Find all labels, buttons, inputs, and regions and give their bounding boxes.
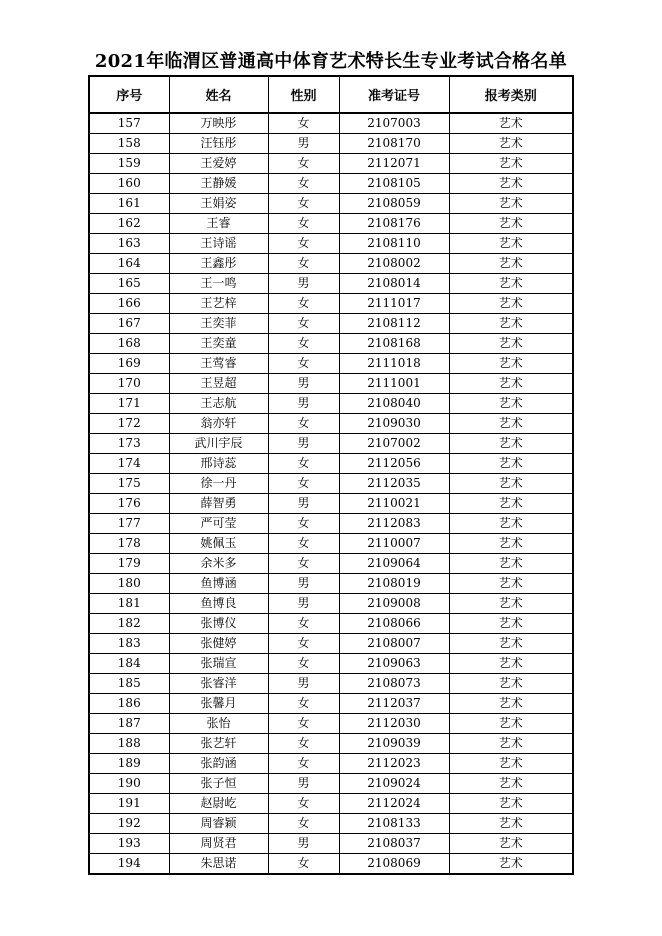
cell-exam-id: 2108112 bbox=[339, 314, 449, 334]
table-row bbox=[89, 554, 573, 574]
cell-gender: 女 bbox=[268, 554, 339, 574]
cell-number: 178 bbox=[89, 534, 169, 554]
cell-number: 188 bbox=[89, 734, 169, 754]
cell-category: 艺术 bbox=[449, 734, 573, 754]
cell-exam-id: 2108002 bbox=[339, 254, 449, 274]
cell-name: 张怡 bbox=[169, 714, 268, 734]
table-row bbox=[89, 474, 573, 494]
table-row bbox=[89, 814, 573, 834]
cell-name: 汪钰彤 bbox=[169, 134, 268, 154]
cell-category: 艺术 bbox=[449, 834, 573, 854]
table-row bbox=[89, 414, 573, 434]
cell-exam-id: 2112024 bbox=[339, 794, 449, 814]
cell-number: 169 bbox=[89, 354, 169, 374]
cell-gender: 女 bbox=[268, 254, 339, 274]
cell-name: 王诗谣 bbox=[169, 234, 268, 254]
table-row bbox=[89, 214, 573, 234]
table-row bbox=[89, 854, 573, 875]
cell-name: 万映彤 bbox=[169, 113, 268, 134]
cell-category: 艺术 bbox=[449, 174, 573, 194]
table-row bbox=[89, 574, 573, 594]
table-row bbox=[89, 714, 573, 734]
cell-category: 艺术 bbox=[449, 274, 573, 294]
cell-category: 艺术 bbox=[449, 554, 573, 574]
cell-number: 184 bbox=[89, 654, 169, 674]
cell-category: 艺术 bbox=[449, 414, 573, 434]
cell-gender: 女 bbox=[268, 214, 339, 234]
cell-category: 艺术 bbox=[449, 194, 573, 214]
cell-exam-id: 2108073 bbox=[339, 674, 449, 694]
cell-category: 艺术 bbox=[449, 113, 573, 134]
cell-category: 艺术 bbox=[449, 254, 573, 274]
cell-category: 艺术 bbox=[449, 314, 573, 334]
cell-number: 175 bbox=[89, 474, 169, 494]
table-row bbox=[89, 274, 573, 294]
cell-gender: 女 bbox=[268, 734, 339, 754]
cell-number: 171 bbox=[89, 394, 169, 414]
column-header-gender: 性别 bbox=[268, 76, 339, 113]
cell-number: 157 bbox=[89, 113, 169, 134]
cell-number: 168 bbox=[89, 334, 169, 354]
cell-category: 艺术 bbox=[449, 514, 573, 534]
cell-gender: 男 bbox=[268, 374, 339, 394]
column-header-exam-id: 准考证号 bbox=[339, 76, 449, 113]
cell-exam-id: 2108014 bbox=[339, 274, 449, 294]
cell-gender: 女 bbox=[268, 354, 339, 374]
cell-category: 艺术 bbox=[449, 154, 573, 174]
table-row bbox=[89, 794, 573, 814]
cell-exam-id: 2112035 bbox=[339, 474, 449, 494]
cell-gender: 男 bbox=[268, 394, 339, 414]
cell-number: 165 bbox=[89, 274, 169, 294]
cell-number: 186 bbox=[89, 694, 169, 714]
cell-gender: 女 bbox=[268, 814, 339, 834]
cell-name: 张健婷 bbox=[169, 634, 268, 654]
table-row bbox=[89, 634, 573, 654]
cell-number: 194 bbox=[89, 854, 169, 875]
table-row bbox=[89, 194, 573, 214]
cell-number: 167 bbox=[89, 314, 169, 334]
cell-gender: 女 bbox=[268, 854, 339, 875]
cell-exam-id: 2112023 bbox=[339, 754, 449, 774]
cell-category: 艺术 bbox=[449, 814, 573, 834]
cell-category: 艺术 bbox=[449, 854, 573, 875]
cell-exam-id: 2108105 bbox=[339, 174, 449, 194]
table-row bbox=[89, 654, 573, 674]
cell-exam-id: 2110021 bbox=[339, 494, 449, 514]
cell-name: 张馨月 bbox=[169, 694, 268, 714]
cell-exam-id: 2112071 bbox=[339, 154, 449, 174]
cell-name: 王鑫彤 bbox=[169, 254, 268, 274]
cell-category: 艺术 bbox=[449, 394, 573, 414]
table-row bbox=[89, 294, 573, 314]
cell-name: 薛智勇 bbox=[169, 494, 268, 514]
cell-number: 181 bbox=[89, 594, 169, 614]
cell-category: 艺术 bbox=[449, 774, 573, 794]
cell-gender: 男 bbox=[268, 834, 339, 854]
table-row bbox=[89, 514, 573, 534]
cell-exam-id: 2108176 bbox=[339, 214, 449, 234]
cell-name: 王娟姿 bbox=[169, 194, 268, 214]
cell-name: 王奕童 bbox=[169, 334, 268, 354]
cell-gender: 女 bbox=[268, 714, 339, 734]
cell-gender: 女 bbox=[268, 414, 339, 434]
cell-exam-id: 2108007 bbox=[339, 634, 449, 654]
cell-name: 王爱婷 bbox=[169, 154, 268, 174]
table-body bbox=[89, 113, 573, 874]
cell-number: 183 bbox=[89, 634, 169, 654]
cell-number: 190 bbox=[89, 774, 169, 794]
cell-category: 艺术 bbox=[449, 714, 573, 734]
cell-number: 187 bbox=[89, 714, 169, 734]
cell-exam-id: 2108019 bbox=[339, 574, 449, 594]
cell-name: 徐一丹 bbox=[169, 474, 268, 494]
cell-gender: 女 bbox=[268, 754, 339, 774]
table-row bbox=[89, 113, 573, 134]
cell-number: 189 bbox=[89, 754, 169, 774]
cell-gender: 女 bbox=[268, 654, 339, 674]
cell-name: 张子恒 bbox=[169, 774, 268, 794]
cell-exam-id: 2111001 bbox=[339, 374, 449, 394]
cell-gender: 男 bbox=[268, 274, 339, 294]
cell-exam-id: 2112037 bbox=[339, 694, 449, 714]
table-row bbox=[89, 734, 573, 754]
cell-gender: 男 bbox=[268, 434, 339, 454]
cell-number: 158 bbox=[89, 134, 169, 154]
table-row bbox=[89, 134, 573, 154]
cell-exam-id: 2108133 bbox=[339, 814, 449, 834]
cell-exam-id: 2108040 bbox=[339, 394, 449, 414]
table-row bbox=[89, 234, 573, 254]
cell-gender: 男 bbox=[268, 134, 339, 154]
cell-name: 张睿洋 bbox=[169, 674, 268, 694]
table-row bbox=[89, 774, 573, 794]
cell-exam-id: 2111018 bbox=[339, 354, 449, 374]
cell-category: 艺术 bbox=[449, 754, 573, 774]
table-row bbox=[89, 314, 573, 334]
cell-gender: 男 bbox=[268, 574, 339, 594]
cell-gender: 女 bbox=[268, 634, 339, 654]
cell-exam-id: 2108069 bbox=[339, 854, 449, 875]
cell-category: 艺术 bbox=[449, 494, 573, 514]
cell-name: 张韵涵 bbox=[169, 754, 268, 774]
table-row bbox=[89, 334, 573, 354]
cell-name: 朱思诺 bbox=[169, 854, 268, 875]
cell-gender: 女 bbox=[268, 234, 339, 254]
cell-number: 180 bbox=[89, 574, 169, 594]
cell-name: 姚佩玉 bbox=[169, 534, 268, 554]
cell-exam-id: 2108110 bbox=[339, 234, 449, 254]
cell-category: 艺术 bbox=[449, 534, 573, 554]
table-row bbox=[89, 594, 573, 614]
cell-category: 艺术 bbox=[449, 134, 573, 154]
cell-category: 艺术 bbox=[449, 334, 573, 354]
table-row bbox=[89, 614, 573, 634]
cell-number: 163 bbox=[89, 234, 169, 254]
cell-category: 艺术 bbox=[449, 374, 573, 394]
cell-gender: 女 bbox=[268, 174, 339, 194]
cell-gender: 女 bbox=[268, 794, 339, 814]
cell-gender: 男 bbox=[268, 774, 339, 794]
cell-exam-id: 2112030 bbox=[339, 714, 449, 734]
cell-number: 191 bbox=[89, 794, 169, 814]
cell-number: 160 bbox=[89, 174, 169, 194]
cell-gender: 女 bbox=[268, 474, 339, 494]
table-row bbox=[89, 754, 573, 774]
cell-gender: 男 bbox=[268, 674, 339, 694]
cell-name: 赵尉屹 bbox=[169, 794, 268, 814]
cell-number: 176 bbox=[89, 494, 169, 514]
cell-gender: 女 bbox=[268, 334, 339, 354]
cell-exam-id: 2108059 bbox=[339, 194, 449, 214]
cell-number: 193 bbox=[89, 834, 169, 854]
cell-exam-id: 2108168 bbox=[339, 334, 449, 354]
cell-name: 王睿 bbox=[169, 214, 268, 234]
cell-category: 艺术 bbox=[449, 614, 573, 634]
cell-category: 艺术 bbox=[449, 354, 573, 374]
cell-number: 162 bbox=[89, 214, 169, 234]
table-row bbox=[89, 694, 573, 714]
cell-category: 艺术 bbox=[449, 794, 573, 814]
cell-number: 182 bbox=[89, 614, 169, 634]
cell-gender: 男 bbox=[268, 594, 339, 614]
results-table bbox=[88, 75, 574, 875]
cell-gender: 女 bbox=[268, 454, 339, 474]
cell-name: 王莺睿 bbox=[169, 354, 268, 374]
cell-category: 艺术 bbox=[449, 474, 573, 494]
cell-name: 王静媛 bbox=[169, 174, 268, 194]
cell-exam-id: 2110007 bbox=[339, 534, 449, 554]
cell-number: 170 bbox=[89, 374, 169, 394]
cell-number: 172 bbox=[89, 414, 169, 434]
table-row bbox=[89, 834, 573, 854]
cell-exam-id: 2108170 bbox=[339, 134, 449, 154]
cell-exam-id: 2107003 bbox=[339, 113, 449, 134]
cell-exam-id: 2107002 bbox=[339, 434, 449, 454]
cell-name: 张艺轩 bbox=[169, 734, 268, 754]
table-row bbox=[89, 174, 573, 194]
cell-name: 余米多 bbox=[169, 554, 268, 574]
cell-name: 严可莹 bbox=[169, 514, 268, 534]
cell-name: 翁亦轩 bbox=[169, 414, 268, 434]
table-row bbox=[89, 374, 573, 394]
cell-exam-id: 2108066 bbox=[339, 614, 449, 634]
table-row bbox=[89, 434, 573, 454]
cell-name: 王昱超 bbox=[169, 374, 268, 394]
cell-gender: 女 bbox=[268, 534, 339, 554]
cell-category: 艺术 bbox=[449, 234, 573, 254]
cell-category: 艺术 bbox=[449, 674, 573, 694]
cell-name: 鱼博良 bbox=[169, 594, 268, 614]
column-header-name: 姓名 bbox=[169, 76, 268, 113]
cell-number: 166 bbox=[89, 294, 169, 314]
cell-category: 艺术 bbox=[449, 654, 573, 674]
column-header-category: 报考类别 bbox=[449, 76, 573, 113]
cell-category: 艺术 bbox=[449, 454, 573, 474]
cell-name: 周睿颖 bbox=[169, 814, 268, 834]
cell-exam-id: 2109039 bbox=[339, 734, 449, 754]
cell-name: 王志航 bbox=[169, 394, 268, 414]
cell-gender: 女 bbox=[268, 194, 339, 214]
cell-gender: 女 bbox=[268, 694, 339, 714]
cell-number: 161 bbox=[89, 194, 169, 214]
cell-category: 艺术 bbox=[449, 694, 573, 714]
cell-number: 185 bbox=[89, 674, 169, 694]
cell-gender: 女 bbox=[268, 294, 339, 314]
cell-exam-id: 2109030 bbox=[339, 414, 449, 434]
cell-gender: 女 bbox=[268, 614, 339, 634]
cell-number: 192 bbox=[89, 814, 169, 834]
cell-name: 张瑞宣 bbox=[169, 654, 268, 674]
cell-name: 王一鸣 bbox=[169, 274, 268, 294]
cell-exam-id: 2109064 bbox=[339, 554, 449, 574]
table-row bbox=[89, 534, 573, 554]
column-header-number: 序号 bbox=[89, 76, 169, 113]
cell-number: 164 bbox=[89, 254, 169, 274]
cell-category: 艺术 bbox=[449, 594, 573, 614]
cell-gender: 女 bbox=[268, 154, 339, 174]
cell-number: 173 bbox=[89, 434, 169, 454]
cell-exam-id: 2108037 bbox=[339, 834, 449, 854]
cell-number: 159 bbox=[89, 154, 169, 174]
cell-exam-id: 2109008 bbox=[339, 594, 449, 614]
cell-gender: 男 bbox=[268, 494, 339, 514]
table-header-row bbox=[89, 76, 573, 113]
cell-gender: 女 bbox=[268, 514, 339, 534]
table-row bbox=[89, 354, 573, 374]
table-row bbox=[89, 154, 573, 174]
table-row bbox=[89, 454, 573, 474]
table-row bbox=[89, 254, 573, 274]
cell-name: 王奕菲 bbox=[169, 314, 268, 334]
cell-number: 174 bbox=[89, 454, 169, 474]
cell-name: 武川宇辰 bbox=[169, 434, 268, 454]
cell-category: 艺术 bbox=[449, 214, 573, 234]
cell-category: 艺术 bbox=[449, 434, 573, 454]
cell-exam-id: 2112056 bbox=[339, 454, 449, 474]
table-row bbox=[89, 494, 573, 514]
cell-name: 张博仪 bbox=[169, 614, 268, 634]
table-row bbox=[89, 674, 573, 694]
cell-category: 艺术 bbox=[449, 574, 573, 594]
cell-category: 艺术 bbox=[449, 634, 573, 654]
cell-number: 177 bbox=[89, 514, 169, 534]
cell-gender: 女 bbox=[268, 113, 339, 134]
document-title: 2021年临渭区普通高中体育艺术特长生专业考试合格名单 bbox=[94, 51, 568, 72]
cell-name: 鱼博涵 bbox=[169, 574, 268, 594]
cell-exam-id: 2109063 bbox=[339, 654, 449, 674]
table-row bbox=[89, 394, 573, 414]
cell-number: 179 bbox=[89, 554, 169, 574]
cell-name: 王艺梓 bbox=[169, 294, 268, 314]
cell-name: 邢诗蕊 bbox=[169, 454, 268, 474]
cell-name: 周贤君 bbox=[169, 834, 268, 854]
cell-exam-id: 2112083 bbox=[339, 514, 449, 534]
cell-exam-id: 2109024 bbox=[339, 774, 449, 794]
cell-exam-id: 2111017 bbox=[339, 294, 449, 314]
cell-gender: 女 bbox=[268, 314, 339, 334]
cell-category: 艺术 bbox=[449, 294, 573, 314]
